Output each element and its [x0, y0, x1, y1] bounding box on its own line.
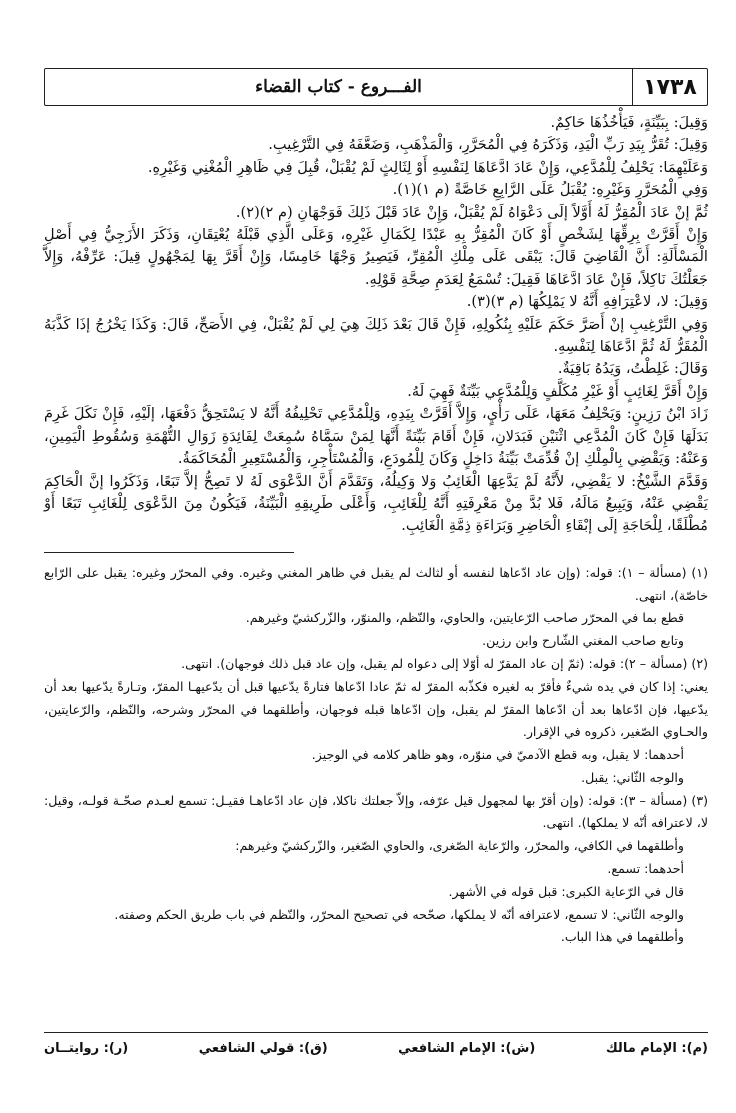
paragraph: زَادَ ابْنُ رَزِينٍ: وَيَحْلِفُ مَعَهَا، عَلَى رَأْيٍ، وَإِلاَّ أَقَرَّتْ بِيَدِهِ، وَلِلْمُدَّعِي تَحْلِيفُهُ أَنَّهُ لا يَسْتَحِقُّ دَفْعَهَا، إلَيْهِ، فَإِنْ نَكَلَ غَرِمَ بَدَلَهَا فَإِنْ كَانَ الْمُدَّعِي اثْنَيْنِ فَبَدَلانِ، فَإِنْ أَقَامَ بَيِّنَةً أَنَّهَا لِمَنْ سَمَّاهُ سُمِعَتْ لِفَائِدَةِ زَوَالِ التُّهْمَةِ وَسُقُوطِ الْيَمِينِ، وَعَنْهُ: وَيَقْضِي بِالْمِلْكِ إنْ قُدِّمَتْ بَيِّنَةُ دَاخِلٍ وَكَانَ لِلْمُودَعِ، وَالْمُسْتَأْجِرِ، وَالْمُسْتَعِيرِ الْمُحَاكَمَةُ.	[44, 405, 709, 468]
footnote-line: (١) (مسألة – ١): قوله: (وإن عاد ادّعاها لنفسه أو لثالث لم يقبل في ظاهر المغني وغيره. وفي المحرّر وغيره: يقبل على الرّابع خاصّة)، انتهى.	[44, 564, 708, 603]
paragraph: وَإِنْ أَقَرَّتْ بِرِقِّهَا لِشَخْصٍ أَوْ كَانَ الْمُقِرُّ بِهِ عَبْدًا لِكَمَالِ غَيْرِهِ، وَعَلَى الَّذِي قَبْلَهُ يُعْتِقَانِ، وَذَكَرَ الأَزَجِيُّ فِي أَصْلِ الْمَسْأَلَةِ: أَنَّ الْقَاضِيَ قَالَ: يَبْقَى عَلَى مِلْكِ الْمُقِرِّ، فَيَصِيرُ وَجْهًا خَامِسًا، وَإِنْ أَقَرَّ بِهَا لِمَجْهُولٍ قِيلَ: عَرِّفْهُ، وَإِلاَّ جَعَلْتُكَ نَاكِلاً، فَإِنْ عَادَ ادَّعَاهَا فَقِيلَ: تُسْمَعُ لِعَدَمِ صِحَّةِ قَوْلِهِ.	[44, 226, 708, 288]
main-text	[44, 112, 708, 538]
paragraph: وَقِيلَ: بِبَيِّنَةٍ، فَيَأْخُذُهَا حَاكِمٌ.	[550, 114, 708, 131]
paragraph: وَإِنْ أَقَرَّ لِغَائِبٍ أَوْ غَيْرِ مُكَلَّفٍ وَلِلْمُدَّعِي بَيِّنَةٌ فَهِيَ لَهُ.	[407, 382, 708, 400]
paragraph: وَفِي الْمُحَرَّرِ وَغَيْرِهِ: يُقْبَلُ عَلَى الرَّابِعِ خَاصَّةً (م ١)(١).	[392, 181, 708, 199]
footnote-line: يعني: إذا كان في يده شيءٌ فأقرّ به لغيره فكذّبه المقرّ له ثمّ عادا ادّعاها فتارةً يدّعيها قبل أن يدّعيهـا المقرّ، وتـارةً يدّعيها بعد أن يدّعيها، فإن ادّعاها بعد أن ادّعاها المقرّ لم يقبل، وإن ادّعاها قبله فوجهان، وأطلقهما في المحرّر وشرحه، والنّظم، والرّعايتين، والحـاوي الصّغير، ذكروه في الإقرار.	[44, 678, 708, 740]
footnote-line: وأطلقهما في هذا الباب.	[560, 929, 684, 945]
page-number: ١٧٣٨	[632, 69, 707, 105]
paragraph: وَقِيلَ: لا، لاعْتِرَافِهِ أَنَّهُ لا يَمْلِكُهَا (م ٣)(٣).	[466, 293, 708, 311]
book-page	[44, 68, 708, 1088]
footnote-line: (٢) (مسألة – ٢): قوله: (ثمّ إن عاد المقرّ له أوّلا إلى دعواه لم يقبل، وإن عاد قبل ذلك فوجهان). انتهى.	[181, 655, 708, 671]
footnote-line: قال في الرّعاية الكبرى: قبل قوله في الأشهر.	[448, 883, 684, 899]
footnote-divider	[44, 552, 294, 553]
paragraph: وَقِيلَ: تُقَرُّ بِيَدِ رَبِّ الْيَدِ، وَذَكَرَهُ فِي الْمُحَرَّرِ، وَالْمَذْهَبِ، وَضَعَّفَهُ فِي التَّرْغِيبِ.	[268, 136, 708, 154]
footnote-line: والوجه الثّاني: لا تسمع، لاعترافه أنّه لا يملكها، صحّحه في تصحيح المحرّر، والنّظم في باب طريق الحكم وصفته.	[114, 906, 684, 922]
running-title: الفـــروع - كتاب القضاء	[255, 77, 422, 97]
abbreviation-key	[44, 1032, 708, 1056]
footnote-line: (٣) (مسألة – ٣): قوله: (وإن أقرّ بها لمجهول قيل عرّفه، وإلاّ جعلتك ناكلا، فإن عاد ادّعاهـا فقيـل: تسمع لعـدم صحّـة قولـه، وقيل: لا، لاعترافه أنّه لا يملكها). انتهى.	[44, 792, 708, 831]
paragraph: ثُمَّ إنْ عَادَ الْمُقِرُّ لَهُ أَوَّلاً إلَى دَعْوَاهُ لَمْ يُقْبَلْ، وَإِنْ عَادَ قَبْلَ ذَلِكَ فَوَجْهَانِ (م ٢)(٢).	[235, 203, 708, 221]
footnote-line: قطع بما في المحرّر صاحب الرّعايتين، والحاوي، والنّظم، والمنوّر، والزّركشيّ وغيرهم.	[245, 610, 684, 626]
footnote-line: أحدهما: لا يقبل، وبه قطع الآدميّ في منوّره، وهو ظاهر كلامه في الوجيز.	[311, 747, 684, 763]
footnotes	[44, 562, 708, 950]
paragraph: وَفِي التَّرْغِيبِ إنْ أَصَرَّ حَكَمَ عَلَيْهِ بِنُكُولِهِ، فَإِنْ قَالَ بَعْدَ ذَلِكَ هِيَ لِي لَمْ يُقْبَلْ، فِي الأَصَحِّ، قَالَ: وَكَذَا يَخْرُجُ إذَا كَذَّبَهُ الْمُقَرُّ لَهُ ثُمَّ ادَّعَاهَا لِنَفْسِهِ.	[44, 315, 708, 356]
abbr-shafii: (ش): الإمام الشافعي	[398, 1041, 536, 1056]
footnote-line: وتابع صاحب المغني الشّارح وابن رزين.	[482, 633, 684, 649]
paragraph: وَقَدَّمَ الشَّيْخُ: لا يَقْضِي، لأَنَّهُ لَمْ يَدَّعِهَا الْغَائِبُ وَلا وَكِيلُهُ، وَتَقَدَّمَ أَنَّ الدَّعْوَى لَهُ لا تَصِحُّ إلاَّ تَبَعًا، وَذَكَرُوا إنَّ الْحَاكِمَ يَقْضِي عَنْهُ، وَيَبِيعُ مَالَهُ، فَلا بُدَّ مِنْ مَعْرِفَتِهِ أَنَّهُ لِلْغَائِبِ، وَأَعْلَى طَرِيقِهِ الْبَيِّنَةُ، فَيَكُونُ مِنَ الدَّعْوَى لِلْغَائِبِ تَبَعًا أَوْ مُطْلَقًا، لِلْحَاجَةِ إلَى إبْقَاءِ الْحَاضِرِ وَبَرَاءَةِ ذِمَّةِ الْغَائِبِ.	[44, 472, 708, 535]
footnote-line: وأطلقهما في الكافي، والمحرّر، والرّعاية الصّغرى، والحاوي الصّغير، والزّركشيّ وغيرهم:	[235, 838, 684, 854]
abbr-two-narrations: (ر): روايتــان	[44, 1041, 129, 1056]
footnote-line: والوجه الثّاني: يقبل.	[581, 769, 684, 785]
paragraph: وَقَالَ: غَلِطْتُ، وَيَدُهُ بَاقِيَةٌ.	[557, 360, 708, 378]
abbr-malik: (م): الإمام مالك	[605, 1041, 708, 1056]
footnote-line: أحدهما: تسمع.	[607, 861, 684, 877]
abbr-shafii-two-views: (ق): قولي الشافعي	[198, 1041, 328, 1056]
paragraph: وَعَلَيْهِمَا: يَحْلِفُ لِلْمُدَّعِي، وَإِنْ عَادَ ادَّعَاهَا لِنَفْسِهِ أَوْ لِثَالِثٍ لَمْ يُقْبَلْ، قُبِلَ فِي ظَاهِرِ الْمُغْنِي وَغَيْرِهِ.	[147, 158, 708, 176]
page-header	[44, 68, 708, 106]
